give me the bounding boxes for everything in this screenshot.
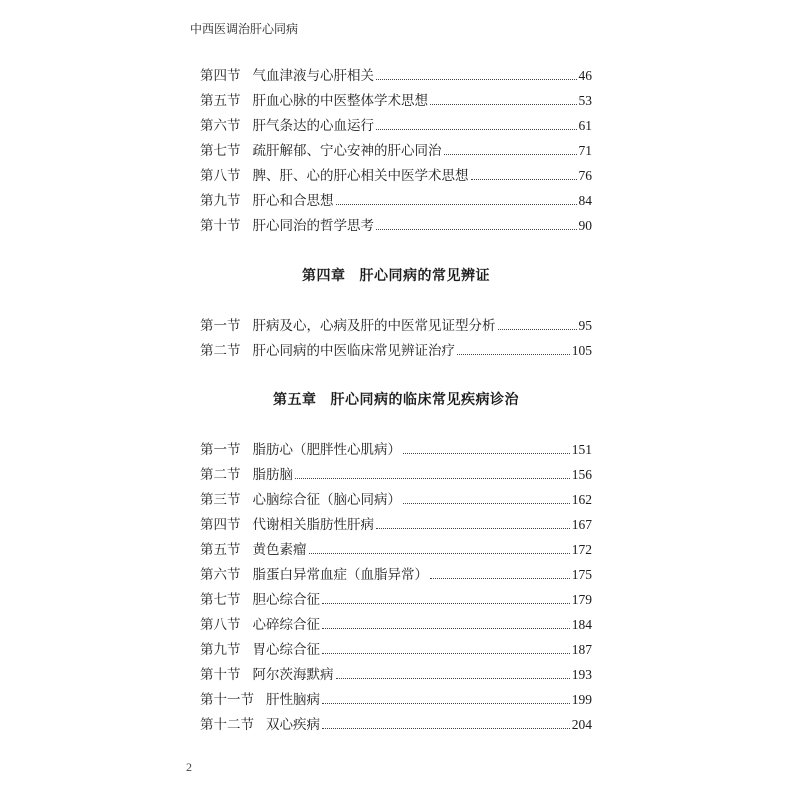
dot-leader — [430, 578, 570, 579]
toc-entry[interactable] — [200, 512, 592, 537]
toc-entry[interactable] — [200, 712, 592, 737]
section-title: 代谢相关脂肪性肝病 — [252, 517, 374, 533]
section-title: 脂蛋白异常血症（血脂异常） — [252, 567, 428, 583]
section-number: 第四节 — [200, 68, 241, 84]
section-number: 第七节 — [200, 592, 241, 608]
section-title: 心脑综合征（脑心同病） — [252, 492, 401, 508]
section-number: 第十二节 — [200, 717, 254, 733]
page-ref: 204 — [571, 717, 592, 732]
page-ref: 193 — [571, 667, 592, 682]
chapter3-entries — [200, 63, 592, 238]
page-ref: 167 — [571, 517, 592, 532]
toc-entry[interactable] — [200, 437, 592, 462]
section-title: 脂肪心（肥胖性心肌病） — [252, 442, 401, 458]
toc-entry[interactable] — [200, 662, 592, 687]
page-ref: 172 — [571, 542, 592, 557]
section-title: 疏肝解郁、宁心安神的肝心同治 — [252, 143, 442, 159]
toc-entry[interactable] — [200, 338, 592, 363]
section-number: 第五节 — [200, 93, 241, 109]
dot-leader — [295, 478, 570, 479]
page-ref: 199 — [571, 692, 592, 707]
section-title: 脾、肝、心的肝心相关中医学术思想 — [252, 168, 469, 184]
toc-entry[interactable] — [200, 637, 592, 662]
section-number: 第八节 — [200, 617, 241, 633]
section-number: 第九节 — [200, 642, 241, 658]
page-ref: 179 — [571, 592, 592, 607]
page-ref: 162 — [571, 492, 592, 507]
section-title: 肝心同病的中医临床常见辨证治疗 — [252, 343, 455, 359]
dot-leader — [336, 678, 570, 679]
section-title: 肝气条达的心血运行 — [252, 118, 374, 134]
page-ref: 187 — [571, 642, 592, 657]
section-title: 双心疾病 — [266, 717, 320, 733]
toc-entry[interactable] — [200, 313, 592, 338]
toc-entry[interactable] — [200, 163, 592, 188]
dot-leader — [322, 628, 570, 629]
toc-entry[interactable] — [200, 612, 592, 637]
section-title: 心碎综合征 — [252, 617, 320, 633]
section-title: 肝心和合思想 — [252, 193, 334, 209]
toc-entry[interactable] — [200, 462, 592, 487]
section-number: 第五节 — [200, 542, 241, 558]
page-ref: 84 — [578, 193, 592, 208]
toc-entry[interactable] — [200, 687, 592, 712]
section-title: 胃心综合征 — [252, 642, 320, 658]
dot-leader — [376, 129, 577, 130]
dot-leader — [376, 528, 570, 529]
page-ref: 184 — [571, 617, 592, 632]
toc-entry[interactable] — [200, 138, 592, 163]
section-title: 阿尔茨海默病 — [252, 667, 334, 683]
section-number: 第八节 — [200, 168, 241, 184]
toc-entry[interactable] — [200, 213, 592, 238]
page-ref: 90 — [578, 218, 592, 233]
chapter5-entries — [200, 437, 592, 737]
chapter-title: 肝心同病的常见辨证 — [359, 268, 490, 284]
dot-leader — [322, 653, 570, 654]
section-title: 肝心同治的哲学思考 — [252, 218, 374, 234]
page-ref: 46 — [578, 68, 592, 83]
section-title: 肝性脑病 — [266, 692, 320, 708]
page-ref: 151 — [571, 442, 592, 457]
section-number: 第一节 — [200, 442, 241, 458]
dot-leader — [498, 329, 577, 330]
section-number: 第六节 — [200, 567, 241, 583]
chapter4-entries — [200, 313, 592, 363]
dot-leader — [444, 154, 577, 155]
page-ref: 156 — [571, 467, 592, 482]
toc-entry[interactable] — [200, 537, 592, 562]
section-title: 气血津液与心肝相关 — [252, 68, 374, 84]
section-number: 第十节 — [200, 218, 241, 234]
dot-leader — [322, 728, 570, 729]
section-number: 第七节 — [200, 143, 241, 159]
dot-leader — [376, 229, 577, 230]
page-ref: 105 — [571, 343, 592, 358]
dot-leader — [376, 79, 577, 80]
page-ref: 53 — [578, 93, 592, 108]
dot-leader — [309, 553, 570, 554]
section-number: 第十节 — [200, 667, 241, 683]
chapter-number: 第四章 — [302, 268, 346, 284]
section-number: 第三节 — [200, 492, 241, 508]
dot-leader — [403, 503, 570, 504]
page-ref: 95 — [578, 318, 592, 333]
section-title: 黄色素瘤 — [252, 542, 307, 558]
dot-leader — [457, 354, 570, 355]
dot-leader — [471, 179, 577, 180]
section-number: 第四节 — [200, 517, 241, 533]
page-ref: 175 — [571, 567, 592, 582]
toc-entry[interactable] — [200, 587, 592, 612]
page-ref: 76 — [578, 168, 592, 183]
chapter-title: 肝心同病的临床常见疾病诊治 — [330, 392, 519, 408]
dot-leader — [336, 204, 577, 205]
running-header: 中西医调治肝心同病 — [190, 22, 299, 36]
section-title: 脂肪脑 — [252, 467, 293, 483]
chapter5-heading — [200, 389, 592, 409]
page-number: 2 — [186, 760, 192, 774]
chapter4-heading — [200, 265, 592, 285]
page-ref: 71 — [578, 143, 592, 158]
section-title: 胆心综合征 — [252, 592, 320, 608]
chapter-number: 第五章 — [273, 392, 317, 408]
toc-entry[interactable] — [200, 113, 592, 138]
section-number: 第十一节 — [200, 692, 254, 708]
toc-entry[interactable] — [200, 63, 592, 88]
section-number: 第二节 — [200, 343, 241, 359]
section-number: 第六节 — [200, 118, 241, 134]
dot-leader — [403, 453, 570, 454]
toc-entry[interactable] — [200, 188, 592, 213]
dot-leader — [322, 703, 570, 704]
toc-entry[interactable] — [200, 88, 592, 113]
dot-leader — [322, 603, 570, 604]
toc-entry[interactable] — [200, 487, 592, 512]
section-number: 第九节 — [200, 193, 241, 209]
page-ref: 61 — [578, 118, 592, 133]
toc-entry[interactable] — [200, 562, 592, 587]
dot-leader — [430, 104, 577, 105]
section-title: 肝病及心，心病及肝的中医常见证型分析 — [252, 318, 496, 334]
section-number: 第一节 — [200, 318, 241, 334]
section-title: 肝血心脉的中医整体学术思想 — [252, 93, 428, 109]
section-number: 第二节 — [200, 467, 241, 483]
